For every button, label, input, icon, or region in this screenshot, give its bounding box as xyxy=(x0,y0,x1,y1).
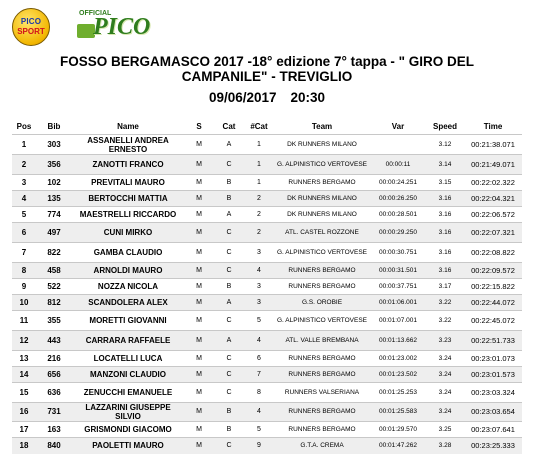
cell-s: M xyxy=(196,178,202,186)
cell-time: 00:23:03.324 xyxy=(471,387,515,397)
cell-ncat: 7 xyxy=(257,370,261,378)
cell-cat: C xyxy=(226,160,232,168)
cell-bib: 812 xyxy=(47,297,61,307)
cell-var: 00:00:37.751 xyxy=(379,282,417,290)
cell-pos: 18 xyxy=(19,440,29,450)
event-date: 09/06/2017 xyxy=(208,90,277,105)
cell-time: 00:22:15.822 xyxy=(471,281,515,291)
cell-team: RUNNERS BERGAMO xyxy=(288,408,356,416)
cell-name: LAZZARINI GIUSEPPE SILVIO xyxy=(85,403,171,421)
cell-name: GRISMONDI GIACOMO xyxy=(84,425,172,434)
cell-pos: 15 xyxy=(19,387,29,397)
cell-ncat: 1 xyxy=(257,140,261,148)
cell-s: M xyxy=(196,194,202,202)
table-body xyxy=(12,135,522,454)
cell-team: DK RUNNERS MILANO xyxy=(287,140,357,148)
table-row xyxy=(12,331,522,351)
cell-ncat: 1 xyxy=(257,160,261,168)
page-title: FOSSO BERGAMASCO 2017 -18° edizione 7° tappa - " GIRO DEL CAMPANILE" - TREVIGLIO xyxy=(59,54,475,84)
cell-var: 00:01:29.570 xyxy=(379,425,417,433)
cell-speed: 3.24 xyxy=(438,354,452,362)
cell-bib: 102 xyxy=(47,177,61,187)
col-time: Time xyxy=(483,121,503,131)
cell-name: ZENUCCHI EMANUELE xyxy=(83,388,173,397)
cell-time: 00:23:01.573 xyxy=(471,369,515,379)
cell-time: 00:21:49.071 xyxy=(471,159,515,169)
cell-pos: 11 xyxy=(19,315,29,325)
cell-speed: 3.16 xyxy=(438,194,452,202)
cell-time: 00:22:07.321 xyxy=(471,227,515,237)
cell-time: 00:23:01.073 xyxy=(471,353,515,363)
cell-var: 00:01:07.001 xyxy=(379,316,417,324)
cell-bib: 522 xyxy=(47,281,61,291)
cell-s: M xyxy=(196,266,202,274)
col-sex: S xyxy=(196,121,202,131)
cell-ncat: 5 xyxy=(257,316,261,324)
cell-ncat: 4 xyxy=(257,336,261,344)
cell-pos: 7 xyxy=(21,247,27,257)
cell-var: 00:00:28.501 xyxy=(379,210,417,218)
cell-speed: 3.22 xyxy=(438,316,452,324)
cell-team: DK RUNNERS MILANO xyxy=(287,194,357,202)
cell-bib: 636 xyxy=(47,387,61,397)
cell-speed: 3.24 xyxy=(438,370,452,378)
cell-bib: 356 xyxy=(47,159,61,169)
cell-s: M xyxy=(196,370,202,378)
cell-name: MAESTRELLI RICCARDO xyxy=(79,210,177,219)
cell-speed: 3.17 xyxy=(438,282,452,290)
table-row xyxy=(12,191,522,207)
cell-time: 00:23:03.654 xyxy=(471,407,515,416)
cell-bib: 303 xyxy=(47,139,61,149)
cell-speed: 3.24 xyxy=(438,388,452,396)
cell-s: M xyxy=(196,388,202,396)
cell-cat: B xyxy=(226,408,232,415)
cell-cat: B xyxy=(226,425,232,433)
cell-speed: 3.23 xyxy=(438,336,452,344)
cell-pos: 1 xyxy=(21,139,27,149)
cell-ncat: 3 xyxy=(257,282,261,290)
cell-pos: 5 xyxy=(21,209,27,219)
cell-cat: C xyxy=(226,228,232,236)
cell-var: 00:00:31.501 xyxy=(379,266,417,274)
cell-team: RUNNERS BERGAMO xyxy=(288,354,356,362)
cell-speed: 3.15 xyxy=(438,178,452,186)
cell-bib: 135 xyxy=(47,193,61,203)
cell-team: G.S. OROBIE xyxy=(301,298,343,306)
cell-team: RUNNERS BERGAMO xyxy=(288,266,356,274)
cell-s: M xyxy=(196,298,202,306)
cell-name: GAMBA CLAUDIO xyxy=(93,248,163,257)
cell-var: 00:01:25.583 xyxy=(379,408,417,415)
cell-time: 00:22:51.733 xyxy=(471,335,515,345)
cell-var: 00:00:24.251 xyxy=(379,178,417,186)
cell-s: M xyxy=(196,441,202,449)
cell-name: LOCATELLI LUCA xyxy=(93,354,163,363)
cell-ncat: 2 xyxy=(257,194,261,202)
cell-time: 00:21:38.071 xyxy=(471,139,515,149)
cell-speed: 3.16 xyxy=(438,210,452,218)
cell-team: ATL. CASTEL ROZZONE xyxy=(285,228,359,236)
col-pos: Pos xyxy=(16,121,32,131)
cell-cat: A xyxy=(226,298,232,306)
cell-speed: 3.25 xyxy=(438,425,452,433)
cell-bib: 163 xyxy=(47,424,61,434)
cell-name: SCANDOLERA ALEX xyxy=(88,298,168,307)
cell-pos: 12 xyxy=(19,335,29,345)
cell-team: RUNNERS BERGAMO xyxy=(288,425,356,433)
cell-pos: 9 xyxy=(21,281,27,291)
cell-var xyxy=(370,135,426,155)
cell-cat: C xyxy=(226,316,232,324)
table-row xyxy=(12,403,522,422)
col-speed: Speed xyxy=(432,121,457,131)
cell-ncat: 4 xyxy=(257,266,261,274)
cell-var: 00:01:47.262 xyxy=(379,441,417,449)
cell-pos: 2 xyxy=(21,159,27,169)
cell-ncat: 6 xyxy=(257,354,261,362)
cell-pos: 16 xyxy=(19,407,29,416)
pico-logo: OFFICIAL PICO xyxy=(79,10,151,40)
cell-ncat: 9 xyxy=(257,441,261,449)
cell-time: 00:22:45.072 xyxy=(471,315,515,325)
cell-speed: 3.14 xyxy=(438,160,452,168)
cell-pos: 3 xyxy=(21,177,27,187)
cell-bib: 458 xyxy=(47,265,61,275)
cell-cat: B xyxy=(226,194,232,202)
cell-speed: 3.12 xyxy=(438,140,452,148)
col-ncat: #Cat xyxy=(250,121,268,131)
table-row xyxy=(12,263,522,279)
cell-pos: 14 xyxy=(19,369,29,379)
cell-name: PAOLETTI MAURO xyxy=(92,441,164,451)
cell-s: M xyxy=(196,425,202,433)
cell-time: 00:22:09.572 xyxy=(471,265,515,275)
cell-name: PREVITALI MAURO xyxy=(91,178,165,187)
table-row xyxy=(12,438,522,454)
cell-cat: C xyxy=(226,266,232,274)
cell-pos: 13 xyxy=(19,353,29,363)
cell-team: RUNNERS BERGAMO xyxy=(288,370,356,378)
cell-pos: 4 xyxy=(21,193,27,203)
cell-time: 00:22:06.572 xyxy=(471,209,515,219)
cell-name: MANZONI CLAUDIO xyxy=(90,370,166,379)
cell-bib: 731 xyxy=(47,407,61,416)
cell-name: CUNI MIRKO xyxy=(103,228,153,237)
table-row xyxy=(12,295,522,311)
cell-pos: 6 xyxy=(21,227,27,237)
cell-team: RUNNERS VALSERIANA xyxy=(284,388,360,396)
table-row xyxy=(12,422,522,438)
cell-ncat: 3 xyxy=(257,248,261,256)
cell-ncat: 5 xyxy=(257,425,261,433)
col-name: Name xyxy=(117,121,139,131)
cell-var: 00:01:23.002 xyxy=(379,354,417,362)
cell-ncat: 2 xyxy=(257,228,261,236)
cell-bib: 774 xyxy=(47,209,61,219)
cell-s: M xyxy=(196,228,202,236)
cell-var: 00:01:23.502 xyxy=(379,370,417,378)
cell-cat: A xyxy=(226,210,232,218)
cell-s: M xyxy=(196,408,202,415)
col-cat: Cat xyxy=(222,121,236,131)
cell-s: M xyxy=(196,282,202,290)
table-row xyxy=(12,135,522,155)
table-row xyxy=(12,383,522,403)
cell-s: M xyxy=(196,354,202,362)
table-row xyxy=(12,155,522,175)
cell-time: 00:22:02.322 xyxy=(471,177,515,187)
cell-pos: 17 xyxy=(19,424,29,434)
cell-s: M xyxy=(196,248,202,256)
cell-bib: 656 xyxy=(47,369,61,379)
cell-name: MORETTI GIOVANNI xyxy=(89,316,167,325)
cell-ncat: 2 xyxy=(257,210,261,218)
cell-name: BERTOCCHI MATTIA xyxy=(88,194,168,203)
cell-cat: B xyxy=(226,178,232,186)
cell-ncat: 8 xyxy=(257,388,261,396)
cell-team: DK RUNNERS MILANO xyxy=(287,210,357,218)
cell-pos: 8 xyxy=(21,265,27,275)
cell-team: G. ALPINISTICO VERTOVESE xyxy=(276,248,368,256)
cell-cat: C xyxy=(226,370,232,378)
cell-ncat: 1 xyxy=(257,178,261,186)
cell-cat: B xyxy=(226,282,232,290)
cell-cat: A xyxy=(226,140,232,148)
cell-var: 00:00:30.751 xyxy=(379,248,417,256)
cell-time: 00:23:25.333 xyxy=(471,440,515,450)
col-bib: Bib xyxy=(47,121,61,131)
cell-pos: 10 xyxy=(19,297,29,307)
cell-bib: 355 xyxy=(47,315,61,325)
cell-var: 00:01:13.662 xyxy=(379,336,417,344)
cell-s: M xyxy=(196,140,202,148)
cell-speed: 3.22 xyxy=(438,298,452,306)
event-time: 20:30 xyxy=(290,90,326,105)
cell-s: M xyxy=(196,160,202,168)
cell-team: G. ALPINISTICO VERTOVESE xyxy=(276,316,368,324)
cell-cat: C xyxy=(226,441,232,449)
col-var: Var xyxy=(391,121,405,131)
table-header-row xyxy=(12,118,522,135)
table-row xyxy=(12,175,522,191)
cell-team: G. ALPINISTICO VERTOVESE xyxy=(276,160,368,168)
cell-bib: 497 xyxy=(47,227,61,237)
cell-var: 00:01:25.253 xyxy=(379,388,417,396)
cell-speed: 3.24 xyxy=(438,408,452,415)
cell-team: G.T.A. CREMA xyxy=(300,442,344,449)
cell-cat: C xyxy=(226,388,232,396)
cell-cat: C xyxy=(226,354,232,362)
event-datetime xyxy=(0,90,534,105)
cell-team: RUNNERS BERGAMO xyxy=(288,282,356,290)
cell-speed: 3.16 xyxy=(438,266,452,274)
cell-team: ATL. VALLE BREMBANA xyxy=(285,336,359,344)
cell-var: 00:01:06.001 xyxy=(379,298,417,306)
cell-bib: 840 xyxy=(47,440,61,450)
table-row xyxy=(12,367,522,383)
cell-name: ZANOTTI FRANCO xyxy=(92,160,164,169)
table-row xyxy=(12,351,522,367)
cell-name: CARRARA RAFFAELE xyxy=(85,336,171,345)
cell-ncat: 4 xyxy=(257,408,261,415)
cell-ncat: 3 xyxy=(257,298,261,306)
col-team: Team xyxy=(311,121,333,131)
cell-s: M xyxy=(196,210,202,218)
table-row xyxy=(12,279,522,295)
cell-bib: 216 xyxy=(47,353,61,363)
cell-name: NOZZA NICOLA xyxy=(97,282,159,291)
table-row xyxy=(12,243,522,263)
pico-sport-logo: PICO SPORT xyxy=(12,8,50,46)
cell-bib: 443 xyxy=(47,335,61,345)
cell-bib: 822 xyxy=(47,247,61,257)
cell-time: 00:22:04.321 xyxy=(471,193,515,203)
cell-team: RUNNERS BERGAMO xyxy=(288,178,356,186)
cell-s: M xyxy=(196,316,202,324)
results-table xyxy=(12,118,522,454)
table-row xyxy=(12,223,522,243)
cell-speed: 3.16 xyxy=(438,228,452,236)
cell-name: ARNOLDI MAURO xyxy=(93,266,163,275)
cell-time: 00:22:08.822 xyxy=(471,247,515,257)
cell-time: 00:23:07.641 xyxy=(471,424,515,434)
table-row xyxy=(12,207,522,223)
cell-time: 00:22:44.072 xyxy=(471,297,515,307)
cell-cat: A xyxy=(226,336,232,344)
cell-speed: 3.28 xyxy=(438,441,452,449)
cell-s: M xyxy=(196,336,202,344)
cell-var: 00:00:29.250 xyxy=(379,228,417,236)
cell-cat: C xyxy=(226,248,232,256)
cell-var: 00:00:26.250 xyxy=(379,194,417,202)
cell-name: ASSANELLI ANDREA ERNESTO xyxy=(87,135,169,154)
cell-var: 00:00:11 xyxy=(385,160,411,168)
cell-speed: 3.16 xyxy=(438,248,452,256)
table-row xyxy=(12,311,522,331)
